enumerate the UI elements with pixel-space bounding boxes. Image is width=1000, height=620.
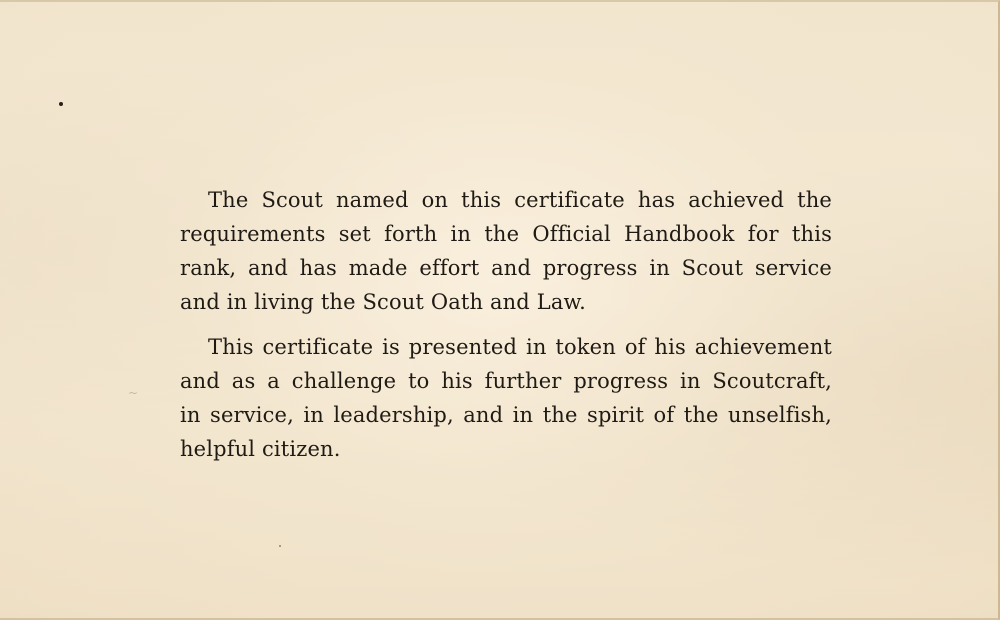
text-line: in service, in leadership, and in the spirit of the unselfish, <box>180 403 832 427</box>
text-line: The Scout named on this certificate has achieved the <box>208 188 832 212</box>
text-line: and as a challenge to his further progress in Scoutcraft, <box>180 369 832 393</box>
paragraph-gap <box>180 319 832 330</box>
text-line: This certificate is presented in token of his achievement <box>208 335 832 359</box>
text-line: and in living the Scout Oath and Law. <box>180 290 586 314</box>
certificate-text <box>180 183 832 466</box>
paragraph-presentation <box>180 330 832 466</box>
text-line: helpful citizen. <box>180 437 341 461</box>
ink-speck <box>59 102 63 106</box>
ink-speck <box>279 545 281 547</box>
text-line: requirements set forth in the Official Handbook for this <box>180 222 832 246</box>
paragraph-achievement <box>180 183 832 319</box>
faded-mark: ~ <box>128 386 139 400</box>
text-line: rank, and has made effort and progress in Scout service <box>180 256 832 280</box>
